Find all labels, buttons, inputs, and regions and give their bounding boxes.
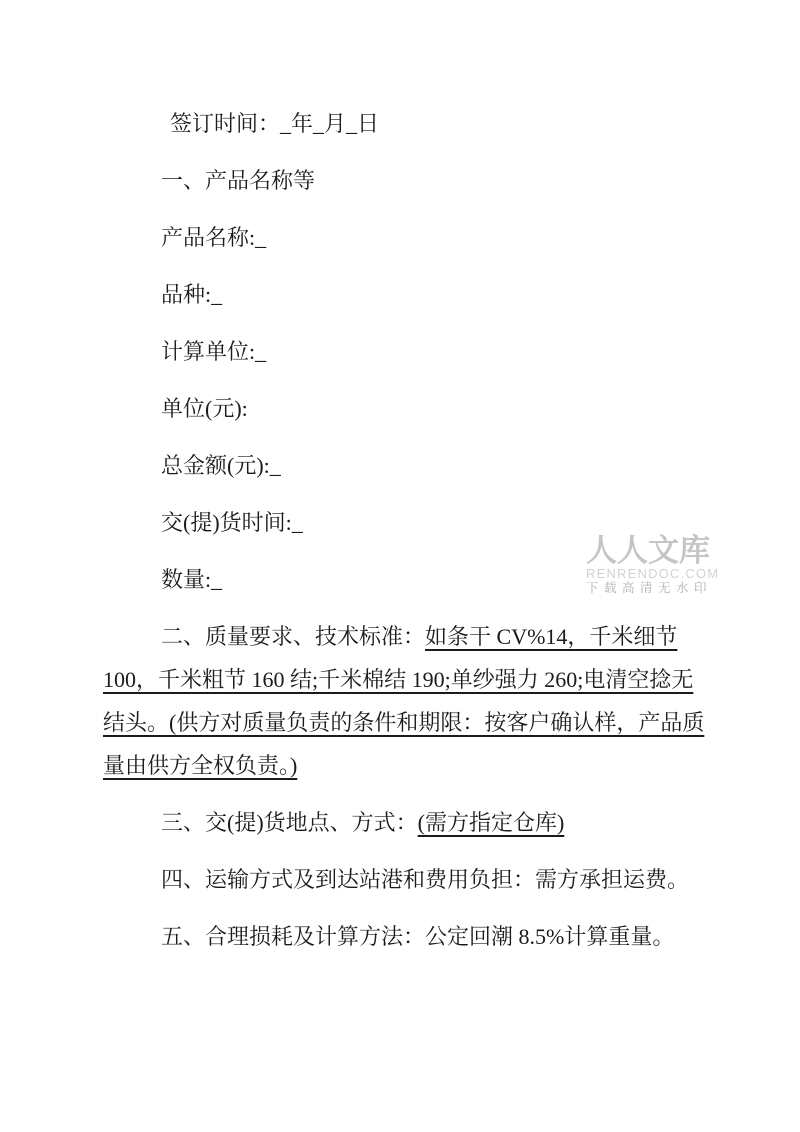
sign-date-paragraph [103, 102, 703, 145]
field-unit-price-paragraph [103, 387, 703, 430]
section-3-underlined: (需方指定仓库) [417, 810, 565, 835]
field-product-name-paragraph [103, 216, 703, 259]
field-total-amount-paragraph [103, 444, 703, 487]
field-unit-of-measure: 计算单位:_ [161, 339, 267, 364]
section-4-line: 四、运输方式及到达站港和费用负担：需方承担运费。 [161, 867, 690, 892]
section-3-lead: 三、交(提)货地点、方式： [161, 810, 418, 835]
field-variety-paragraph [103, 273, 703, 316]
section-3-delivery-place-paragraph [103, 801, 703, 844]
field-unit-price: 单位(元): [161, 396, 248, 421]
section-2-lead: 二、质量要求、技术标准： [161, 624, 426, 649]
section-2-line-1 [103, 615, 703, 658]
watermark-domain-text: RENRENDOC.COM [586, 566, 720, 581]
section-2-line-2: 100，千米粗节 160 结;千米棉结 190;单纱强力 260;电清空捻无 [103, 667, 694, 692]
watermark-tagline-text: 下载高清无水印 [586, 581, 713, 595]
field-delivery-time: 交(提)货时间:_ [161, 510, 303, 535]
section-2-quality-paragraph [103, 615, 703, 787]
section-5-line: 五、合理损耗及计算方法：公定回潮 8.5%计算重量。 [161, 924, 675, 949]
sign-date-line: 签订时间：_年_月_日 [170, 111, 380, 136]
field-product-name: 产品名称:_ [161, 225, 267, 250]
field-variety: 品种:_ [161, 282, 223, 307]
field-delivery-time-paragraph [103, 501, 703, 544]
section-5-loss-calc-paragraph [103, 915, 703, 958]
section-2-line-4: 量由供方全权负责。) [103, 753, 298, 778]
section-2-underlined-start: 如条干 CV%14，千米细节 [425, 624, 678, 649]
field-quantity: 数量:_ [161, 567, 223, 592]
section-3-line [103, 801, 703, 844]
field-unit-of-measure-paragraph [103, 330, 703, 373]
section-1-heading: 一、产品名称等 [161, 168, 316, 193]
field-quantity-paragraph [103, 558, 703, 601]
field-total-amount: 总金额(元):_ [161, 453, 281, 478]
section-2-line-3: 结头。(供方对质量负责的条件和期限：按客户确认样，产品质 [103, 710, 705, 735]
contract-body [103, 102, 703, 972]
watermark-brand-logo: 人人文库 [586, 533, 710, 568]
section-4-transport-paragraph [103, 858, 703, 901]
section-1-heading-paragraph [103, 159, 703, 202]
